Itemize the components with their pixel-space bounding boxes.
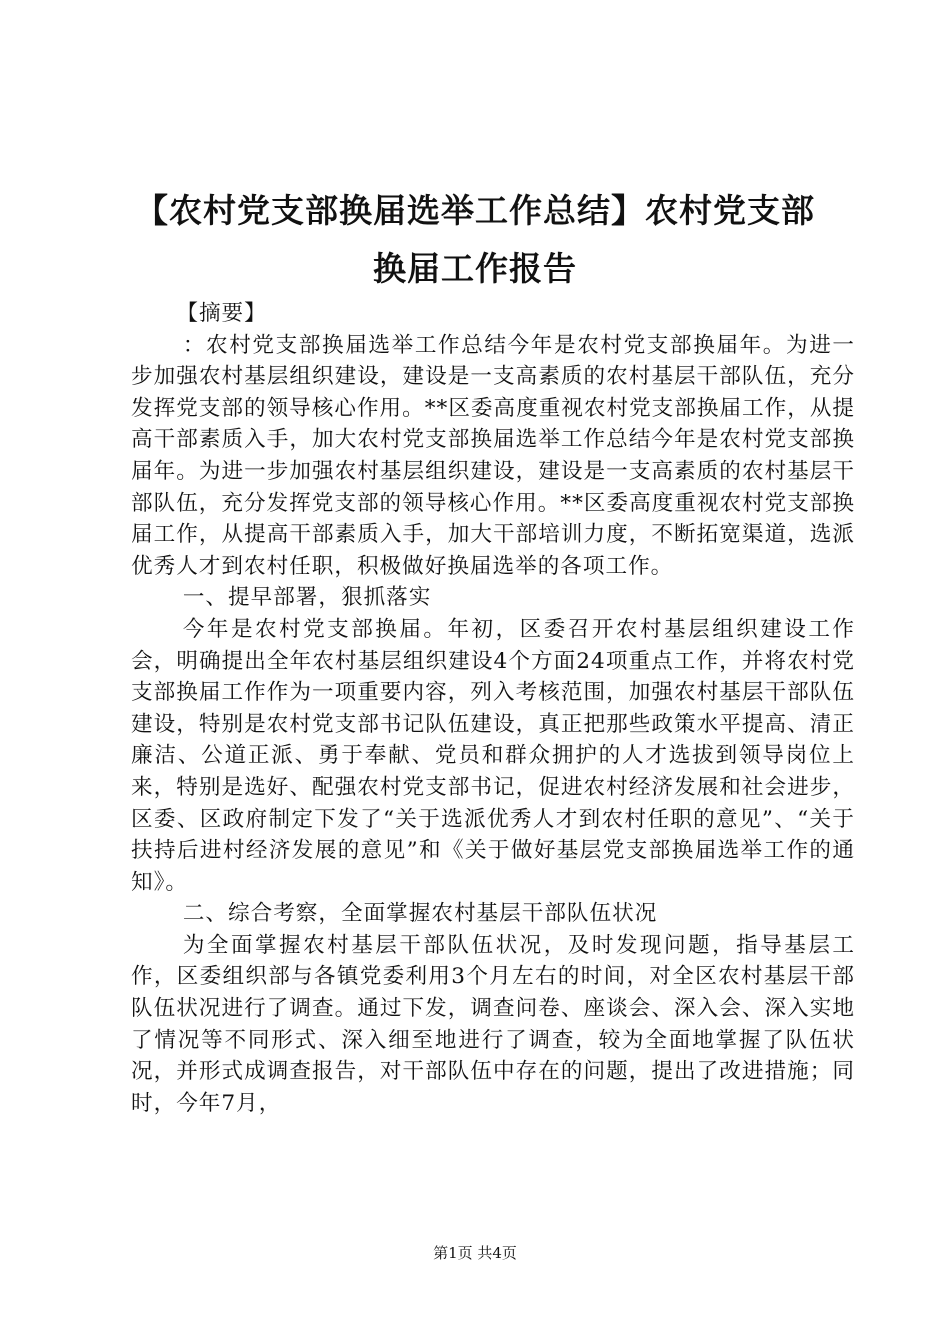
abstract-paragraph: ：农村党支部换届选举工作总结今年是农村党支部换届年。为进一步加强农村基层组织建设，建设是一支高素质的农村基层干部队伍，充分发挥党支部的领导核心作用。**区委高度重视农村党支部换届工作，从提高干部素质入手，加大农村党支部换届选举工作总结今年是农村党支部换届年。为进一步加强农村基层组织建设，建设是一支高素质的农村基层干部队伍，充分发挥党支部的领导核心作用。**区委高度重视农村党支部换届工作，从提高干部素质入手，加大干部培训力度，不断拓宽渠道，选派优秀人才到农村任职，积极做好换届选举的各项工作。 — [131, 332, 856, 579]
title-line-2: 换届工作报告 — [373, 249, 577, 288]
abstract-label: 【摘要】 — [176, 301, 267, 326]
document-title — [100, 182, 850, 298]
section-1-paragraph: 今年是农村党支部换届。年初，区委召开农村基层组织建设工作会，明确提出全年农村基层组织建设4个方面24项重点工作，并将农村党支部换届工作作为一项重要内容，列入考核范围，加强农村基层干部队伍建设，特别是农村党支部书记队伍建设，真正把那些政策水平提高、清正廉洁、公道正派、勇于奉献、党员和群众拥护的人才选拔到领导岗位上来，特别是选好、配强农村党支部书记，促进农村经济发展和社会进步，区委、区政府制定下发了“关于选派优秀人才到农村任职的意见”、“关于扶持后进村经济发展的意见”和《关于做好基层党支部换届选举工作的通知》。 — [131, 616, 855, 895]
document-body — [131, 298, 855, 1119]
title-line-1: 【农村党支部换届选举工作总结】农村党支部 — [135, 191, 815, 230]
page-number: 第1页 共4页 — [433, 1244, 517, 1262]
section-1-heading: 一、提早部署，狠抓落实 — [182, 585, 432, 611]
section-2-heading: 二、综合考察，全面掌握农村基层干部队伍状况 — [182, 901, 658, 927]
page-footer — [0, 1243, 950, 1263]
section-2-paragraph: 为全面掌握农村基层干部队伍状况，及时发现问题，指导基层工作，区委组织部与各镇党委利用3个月左右的时间，对全区农村基层干部队伍状况进行了调查。通过下发，调查问卷、座谈会、深入会、深入实地了情况等不同形式、深入细至地进行了调查，较为全面地掌握了队伍状况，并形式成调查报告，对干部队伍中存在的问题，提出了改进措施；同时，今年7月， — [131, 932, 855, 1116]
